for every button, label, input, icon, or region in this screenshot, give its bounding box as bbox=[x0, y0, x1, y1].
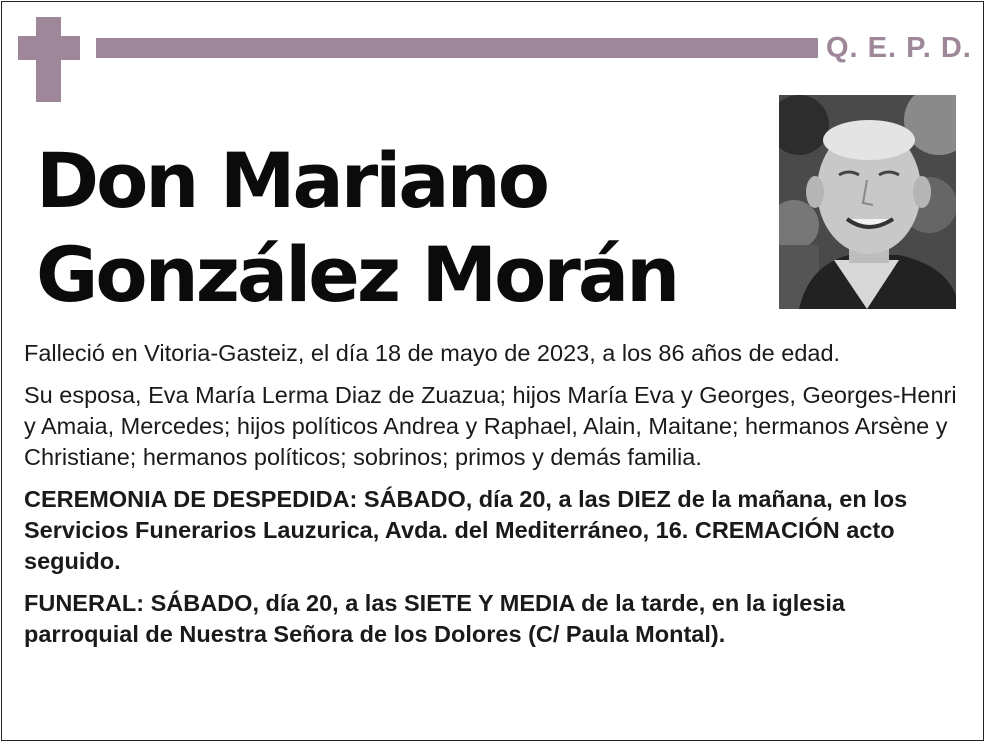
funeral-details: FUNERAL: SÁBADO, día 20, a las SIETE Y MEDIA de la tarde, en la iglesia parroquial de Nuestra Señora de los Dolores (C/ Paula Montal). bbox=[24, 590, 845, 647]
ceremony-details: CEREMONIA DE DESPEDIDA: SÁBADO, día 20, a las DIEZ de la mañana, en los Servicios Funerarios Lauzurica, Avda. del Mediterráneo, 16. CREMACIÓN acto seguido. bbox=[24, 486, 908, 574]
header-rule bbox=[96, 38, 818, 58]
name-line-1: Don Mariano bbox=[36, 136, 547, 225]
portrait-photo bbox=[779, 95, 956, 309]
portrait-illustration bbox=[779, 95, 956, 309]
name-line-2: González Morán bbox=[36, 230, 678, 319]
deceased-name bbox=[36, 134, 677, 322]
family-list: Su esposa, Eva María Lerma Diaz de Zuazua; hijos María Eva y Georges, Georges-Henri y Amaia, Mercedes; hijos políticos Andrea y Raphael, Alain, Maitane; hermanos Arsène y Christiane; hermanos políticos; sobrinos; primos y demás familia. bbox=[24, 382, 957, 470]
qepd-label: Q. E. P. D. bbox=[826, 32, 972, 64]
obituary-body bbox=[24, 338, 964, 661]
death-notice: Falleció en Vitoria-Gasteiz, el día 18 de mayo de 2023, a los 86 años de edad. bbox=[24, 340, 841, 366]
cross-icon-horizontal bbox=[18, 36, 80, 60]
